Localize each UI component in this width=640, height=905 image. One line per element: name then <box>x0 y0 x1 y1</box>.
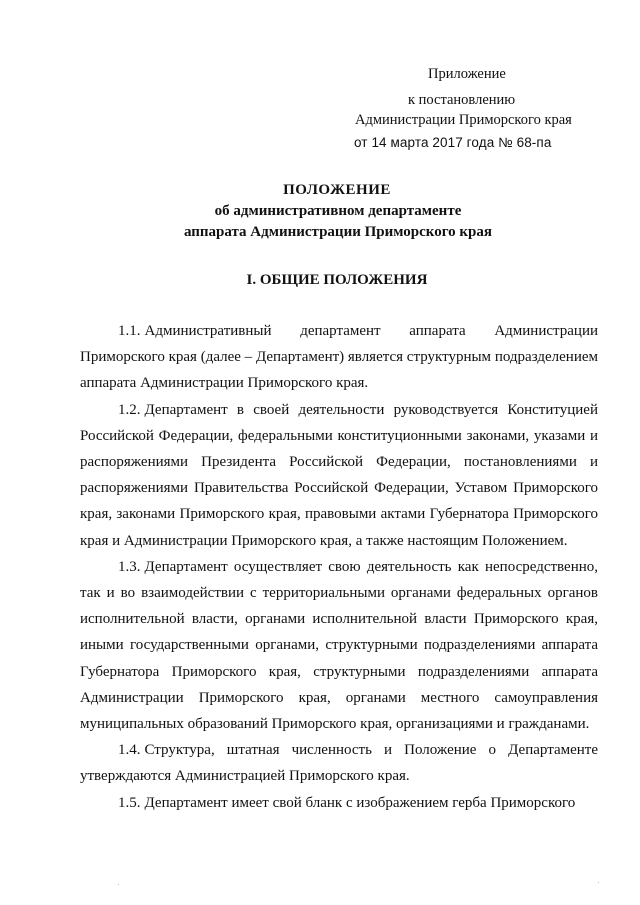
paragraph-number: 1.5. <box>118 794 141 811</box>
paragraph-number: 1.2. <box>118 401 141 418</box>
appendix-issuer: Администрации Приморского края <box>355 112 572 128</box>
paragraph-1-1 <box>80 318 598 397</box>
appendix-to-resolution: к постановлению <box>408 92 516 108</box>
paragraph-number: 1.3. <box>118 558 141 575</box>
paragraph-text: Департамент осуществляет свою деятельность как непосредственно, так и во взаимодействии с территориальными органами федеральных органов исполнительной власти, органами исполнительной власти Приморского края, иными государственными органами, структурными подразделениями аппарата Губернатора Приморского края, структурными подразделениями аппарата Администрации Приморского края, органами местного самоуправления муниципальных образований Приморского края, организациями и гражданами. <box>80 558 598 733</box>
paragraph-text: Департамент в своей деятельности руководствуется Конституцией Российской Федерации, федеральными конституционными законами, указами и распоряжениями Президента Российской Федерации, постановлениями и распоряжениями Правительства Российской Федерации, Уставом Приморского края, законами Приморского края, правовыми актами Губернатора Приморского края и Администрации Приморского края, а также настоящим Положением. <box>80 401 598 549</box>
paragraph-1-4 <box>80 737 598 789</box>
title-subject: об административном департаменте <box>214 203 462 219</box>
paragraph-number: 1.1. <box>118 323 141 339</box>
paragraph-text: Департамент имеет свой бланк с изображением герба Приморского <box>144 794 576 811</box>
title-main: ПОЛОЖЕНИЕ <box>283 182 391 198</box>
title-organization: аппарата Администрации Приморского края <box>183 224 493 240</box>
paragraph-1-3 <box>80 554 598 737</box>
document-title <box>0 180 640 243</box>
appendix-label: Приложение <box>428 66 506 82</box>
appendix-date-number: от 14 марта 2017 года № 68-па <box>354 135 552 150</box>
paragraph-1-5 <box>80 790 598 816</box>
scan-speck <box>118 884 119 885</box>
paragraph-1-2 <box>80 397 598 554</box>
paragraph-number: 1.4. <box>118 742 141 759</box>
section-heading: I. ОБЩИЕ ПОЛОЖЕНИЯ <box>246 272 428 288</box>
paragraph-text: Структура, штатная численность и Положение о Департаменте утверждаются Администрацией Приморского края. <box>80 742 598 785</box>
paragraph-text: Административный департамент аппарата Администрации Приморского края (далее – Департамент) является структурным подразделением аппарата Администрации Приморского края. <box>80 323 598 392</box>
scan-speck <box>598 882 599 883</box>
document-body <box>80 318 598 816</box>
